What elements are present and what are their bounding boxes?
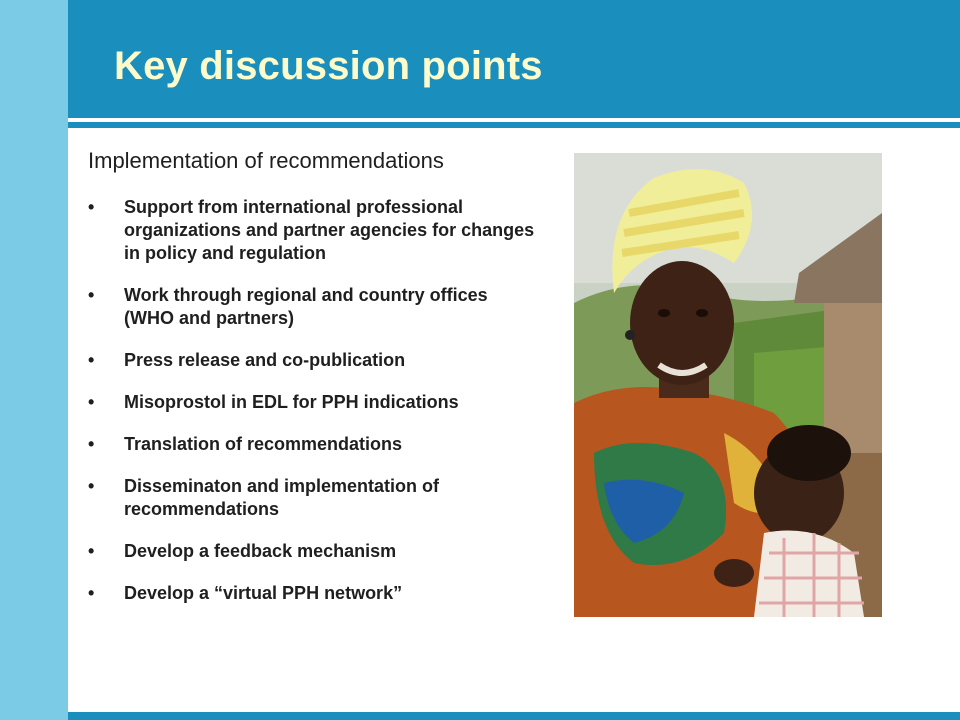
bullet-item <box>88 284 536 330</box>
bullet-item <box>88 349 536 372</box>
slide-subtitle: Implementation of recommendations <box>88 148 444 173</box>
bullet-marker: • <box>88 350 95 370</box>
bullet-item <box>88 475 536 521</box>
bullet-marker: • <box>88 476 95 496</box>
bullet-text: Press release and co-publication <box>124 350 406 370</box>
bullet-text: Translation of recommendations <box>124 434 403 454</box>
bullet-marker: • <box>88 434 95 454</box>
bullet-marker: • <box>88 285 95 305</box>
bullet-marker: • <box>88 392 95 412</box>
bullet-text: Develop a feedback mechanism <box>124 541 397 561</box>
bullet-list <box>88 196 536 624</box>
footer-bar <box>68 712 960 720</box>
bullet-item <box>88 582 536 605</box>
slide-title: Key discussion points <box>114 44 543 88</box>
bullet-text: Misoprostol in EDL for PPH indications <box>124 392 459 412</box>
bullet-item <box>88 540 536 563</box>
bullet-text: Support from international professional organizations and partner agencies for changes in policy and regulation <box>124 197 535 263</box>
bullet-text: Work through regional and country offices (WHO and partners) <box>124 285 488 328</box>
left-accent-bar <box>0 0 68 720</box>
header-divider <box>68 122 960 128</box>
bullet-marker: • <box>88 541 95 561</box>
photo-illustration <box>574 153 882 617</box>
bullet-text: Disseminaton and implementation of recommendations <box>124 476 440 519</box>
bullet-item <box>88 391 536 414</box>
bullet-text: Develop a “virtual PPH network” <box>124 583 403 603</box>
bullet-item <box>88 433 536 456</box>
header-band <box>68 0 960 118</box>
bullet-marker: • <box>88 197 95 217</box>
bullet-marker: • <box>88 583 95 603</box>
mother-child-photo <box>574 153 882 617</box>
bullet-item <box>88 196 536 265</box>
